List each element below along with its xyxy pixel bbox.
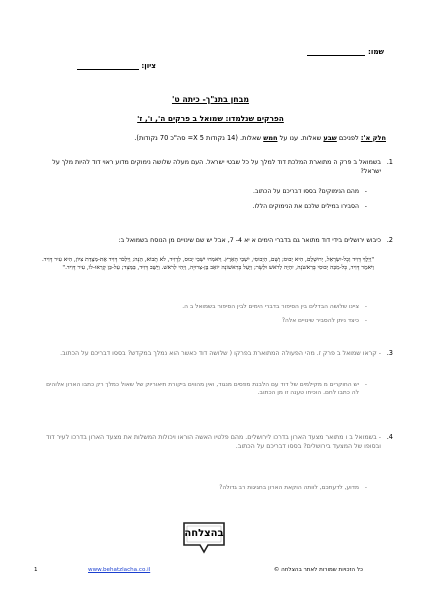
question-number: 2. <box>386 236 393 244</box>
grade-line[interactable] <box>77 61 139 70</box>
question-text: כיבוש ירושלים בידי דוד מתואר גם בדברי הימים א יא 4- 7, אבל יש שם שינויים מן הנוסח בשמואל ב: <box>118 237 381 244</box>
part-instructions <box>30 134 386 142</box>
part-count-five: חמש <box>263 134 278 142</box>
footer-url[interactable]: www.behatzlacha.co.il <box>88 567 151 573</box>
part-text-b: שאלות. ענו על <box>277 134 324 142</box>
part-count-seven: שבע <box>323 134 337 142</box>
question-1-sub-b: - הסבירו במילים שלכם את הנימוקים הללו. <box>45 203 359 212</box>
footer-copyright: כל הזכויות שמורות לאתר בהצלחה © <box>273 567 363 573</box>
question-text: - בשמואל ב ו מתואר מצעד הארון בדרכו לירושלים. מהם פלטיו האשה הוראו ויכולות המשלות את מצעד הארון בדרכו לעיר דוד ובסופו של המצעד בירושלים? בססו דבריכם על הכתוב. <box>46 434 381 451</box>
exam-title: מבחן בתנ"ך- כיתה ט' <box>171 95 250 104</box>
question-2 <box>45 236 393 245</box>
part-prefix: חלק א': <box>360 134 386 142</box>
question-2-sub-b: - כיצד ניתן להסביר שינויים אלה? <box>42 317 359 325</box>
name-line[interactable] <box>307 47 365 56</box>
logo-text: בהצלחה <box>184 528 224 539</box>
bible-quote: "וַיֵּלֶךְ דָּוִיד וְכָל-יִשְׂרָאֵל, יְרוּשָׁלִַם, הִיא יְבוּס; וְשָׁם, הַיְבוּסִי, יֹשְׁבֵי הָאָרֶץ. וַיֹּאמְרוּ יֹשְׁבֵי יְבוּס, לְדָוִיד, לֹא תָבוֹא, הֵנָּה; וַיִּלְכֹּד דָּוִיד אֶת-מְצֻדַת צִיּוֹן, הִיא עִיר דָּוִיד. וַיֹּאמֶר דָּוִיד, כָּל-מַכֵּה יְבוּסִי בָּרִאשֹׁנָה, יִהְיֶה לְרֹאשׁ וּלְשָׂר; וַיַּעַל בָּרִאשׁוֹנָה יוֹאָב בֶּן-צְרוּיָה, וַיְהִי לְרֹאשׁ. וַיֵּשֶׁב דָּוִיד, בַּמְּצָד; עַל-כֵּן קָרְאוּ-לוֹ, עִיר דָּוִיד." <box>41 257 374 272</box>
part-text-a: לפניכם <box>336 134 361 142</box>
name-label: שמו: <box>368 47 384 56</box>
question-3-sub-a: - יש החוקרים מ מקילמים של דוד עם הלבנת מפסים מנגוד, ואין מהווים ביקורת תיאוריוק של שאול כמלך רק כתבו הארון אלוהים לה כתבו לחם. הוכיחו טענה זו מן הכתוב. <box>42 381 359 398</box>
question-1 <box>45 158 393 177</box>
question-number: 4. <box>386 433 393 441</box>
behatzlacha-logo <box>178 519 230 557</box>
question-number: 1. <box>386 158 393 166</box>
chapters-subtitle: הפרקים שנלמדו: שמואל ב פרקים ה', ו', ז' <box>137 114 284 123</box>
page-number: 1 <box>34 567 38 573</box>
question-4-sub-a: - מדוע, לדעתכם, לוותה הוקאת הארון בחגיגות רב גדולה? <box>42 484 359 492</box>
question-number: 3. <box>386 349 393 357</box>
question-3 <box>45 349 393 358</box>
name-field <box>307 47 384 56</box>
question-1-sub-a: - מהם הנימוקים? בססו דבריכם על הכתוב. <box>45 188 359 197</box>
grade-field <box>77 61 156 70</box>
question-text: בשמואל ב פרק ה מתוארת המלכת דוד למלך על כל שבטי ישראל. העם מעלה שלושה נימוקים מדוע ראוי דוד להיות מלך על ישראל? <box>52 159 381 176</box>
question-2-sub-a: - ציינו שלושה הבדלים בין הסיפור בדברי הימים לבין הסיפור בשמואל ב ה. <box>42 303 359 311</box>
grade-label: ציון: <box>141 61 156 70</box>
question-4 <box>45 433 393 452</box>
question-text: - קראו שמואל ב פרק ז. מהי הפעולה המתוארת בפרקו ( שלושה דוד כאשר הוא נמלך במקדש? בססו דבריכם על הכתוב. <box>60 350 381 357</box>
part-text-c: שאלות. (14 נקודות X 5= סה"כ 70 נקודות). <box>134 134 264 142</box>
